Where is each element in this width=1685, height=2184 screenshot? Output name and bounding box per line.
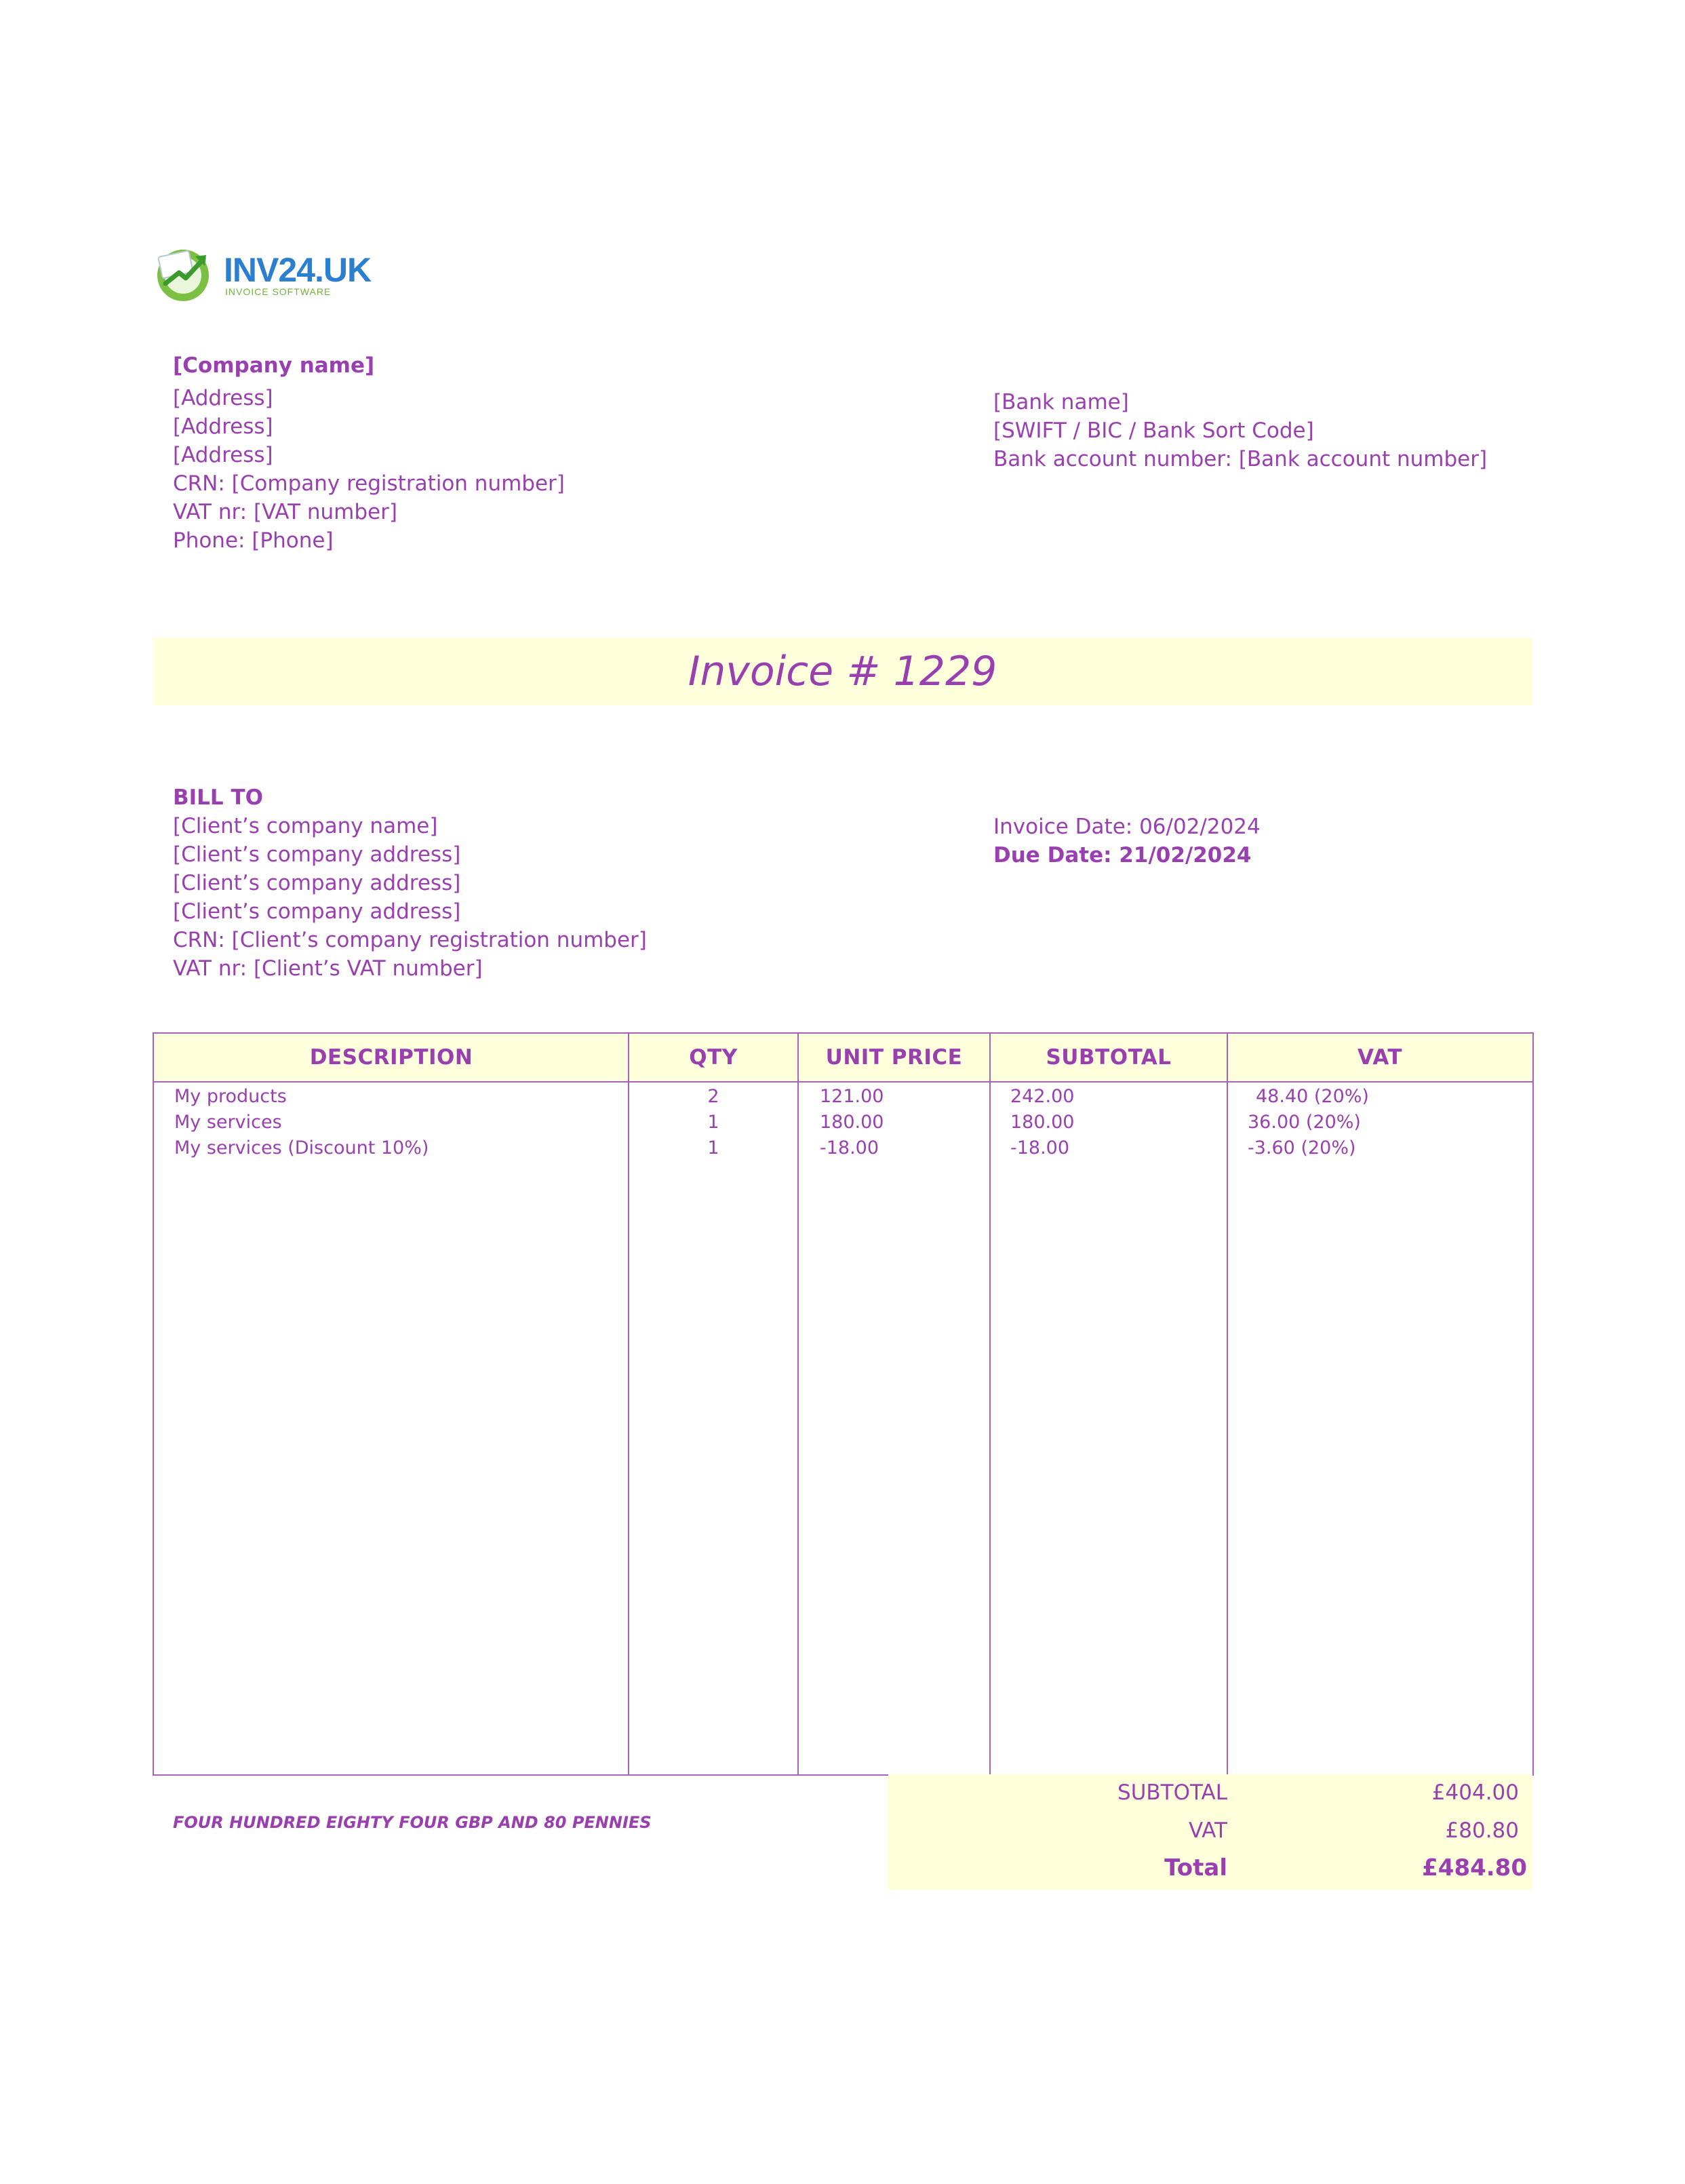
sender-company-name: [Company name] <box>173 353 375 378</box>
row-unit-price: 121.00 <box>820 1086 884 1107</box>
bank-name: [Bank name] <box>993 390 1129 414</box>
sender-crn: CRN: [Company registration number] <box>173 471 565 496</box>
row-subtotal: 180.00 <box>1010 1112 1075 1133</box>
amount-in-words: FOUR HUNDRED EIGHTY FOUR GBP AND 80 PENNIES <box>173 1813 652 1832</box>
invoice-title-bar <box>153 638 1532 705</box>
header-unit-price: UNIT PRICE <box>825 1045 963 1070</box>
dates-block <box>993 813 1261 870</box>
totals-vat-value: £80.80 <box>1445 1818 1519 1843</box>
bank-block <box>993 388 1487 473</box>
client-crn: CRN: [Client’s company registration number] <box>173 928 647 952</box>
totals-total-value: £484.80 <box>1422 1854 1527 1881</box>
header-description: DESCRIPTION <box>309 1045 473 1070</box>
row-description: My products <box>174 1086 287 1107</box>
column-divider <box>989 1034 991 1774</box>
company-logo <box>151 243 372 304</box>
row-vat: 48.40 (20%) <box>1256 1086 1369 1107</box>
client-company-name: [Client’s company name] <box>173 814 438 838</box>
logo-brand-text: INV24.UK <box>224 251 372 289</box>
due-date: Due Date: 21/02/2024 <box>993 843 1252 867</box>
logo-tagline: INVOICE SOFTWARE <box>225 286 332 297</box>
sender-address-line: [Address] <box>173 414 273 439</box>
row-qty: 1 <box>707 1112 719 1133</box>
sender-address-line: [Address] <box>173 443 273 467</box>
client-address-line: [Client’s company address] <box>173 871 461 895</box>
sender-address-line: [Address] <box>173 386 273 410</box>
client-vat: VAT nr: [Client’s VAT number] <box>173 956 483 981</box>
row-vat: 36.00 (20%) <box>1248 1112 1361 1133</box>
sender-vat: VAT nr: [VAT number] <box>173 500 397 524</box>
client-address-line: [Client’s company address] <box>173 899 461 924</box>
table-header <box>154 1034 1532 1083</box>
bill-to-heading: BILL TO <box>173 785 263 810</box>
row-subtotal: 242.00 <box>1010 1086 1075 1107</box>
totals-panel <box>888 1774 1532 1890</box>
row-subtotal: -18.00 <box>1010 1137 1070 1158</box>
line-items-table <box>153 1032 1534 1776</box>
bill-to-block <box>173 783 647 983</box>
header-qty: QTY <box>689 1045 738 1070</box>
totals-vat-label: VAT <box>1189 1818 1227 1843</box>
bank-code: [SWIFT / BIC / Bank Sort Code] <box>993 418 1314 443</box>
bank-account: Bank account number: [Bank account number] <box>993 447 1488 471</box>
client-address-line: [Client’s company address] <box>173 842 461 867</box>
column-divider <box>1227 1034 1228 1774</box>
sender-phone: Phone: [Phone] <box>173 528 334 553</box>
sender-block <box>173 351 565 555</box>
row-unit-price: 180.00 <box>820 1112 884 1133</box>
row-description: My services (Discount 10%) <box>174 1137 429 1158</box>
row-vat: -3.60 (20%) <box>1248 1137 1356 1158</box>
logo-mark-icon <box>151 243 218 304</box>
invoice-date: Invoice Date: 06/02/2024 <box>993 815 1261 839</box>
totals-subtotal-label: SUBTOTAL <box>1117 1780 1227 1805</box>
row-qty: 2 <box>707 1086 719 1107</box>
header-vat: VAT <box>1357 1045 1403 1070</box>
header-subtotal: SUBTOTAL <box>1046 1045 1172 1070</box>
row-description: My services <box>174 1112 282 1133</box>
invoice-title: Invoice # 1229 <box>688 648 997 695</box>
totals-subtotal-value: £404.00 <box>1431 1780 1519 1805</box>
row-unit-price: -18.00 <box>820 1137 879 1158</box>
totals-total-label: Total <box>1164 1854 1227 1881</box>
row-qty: 1 <box>707 1137 719 1158</box>
